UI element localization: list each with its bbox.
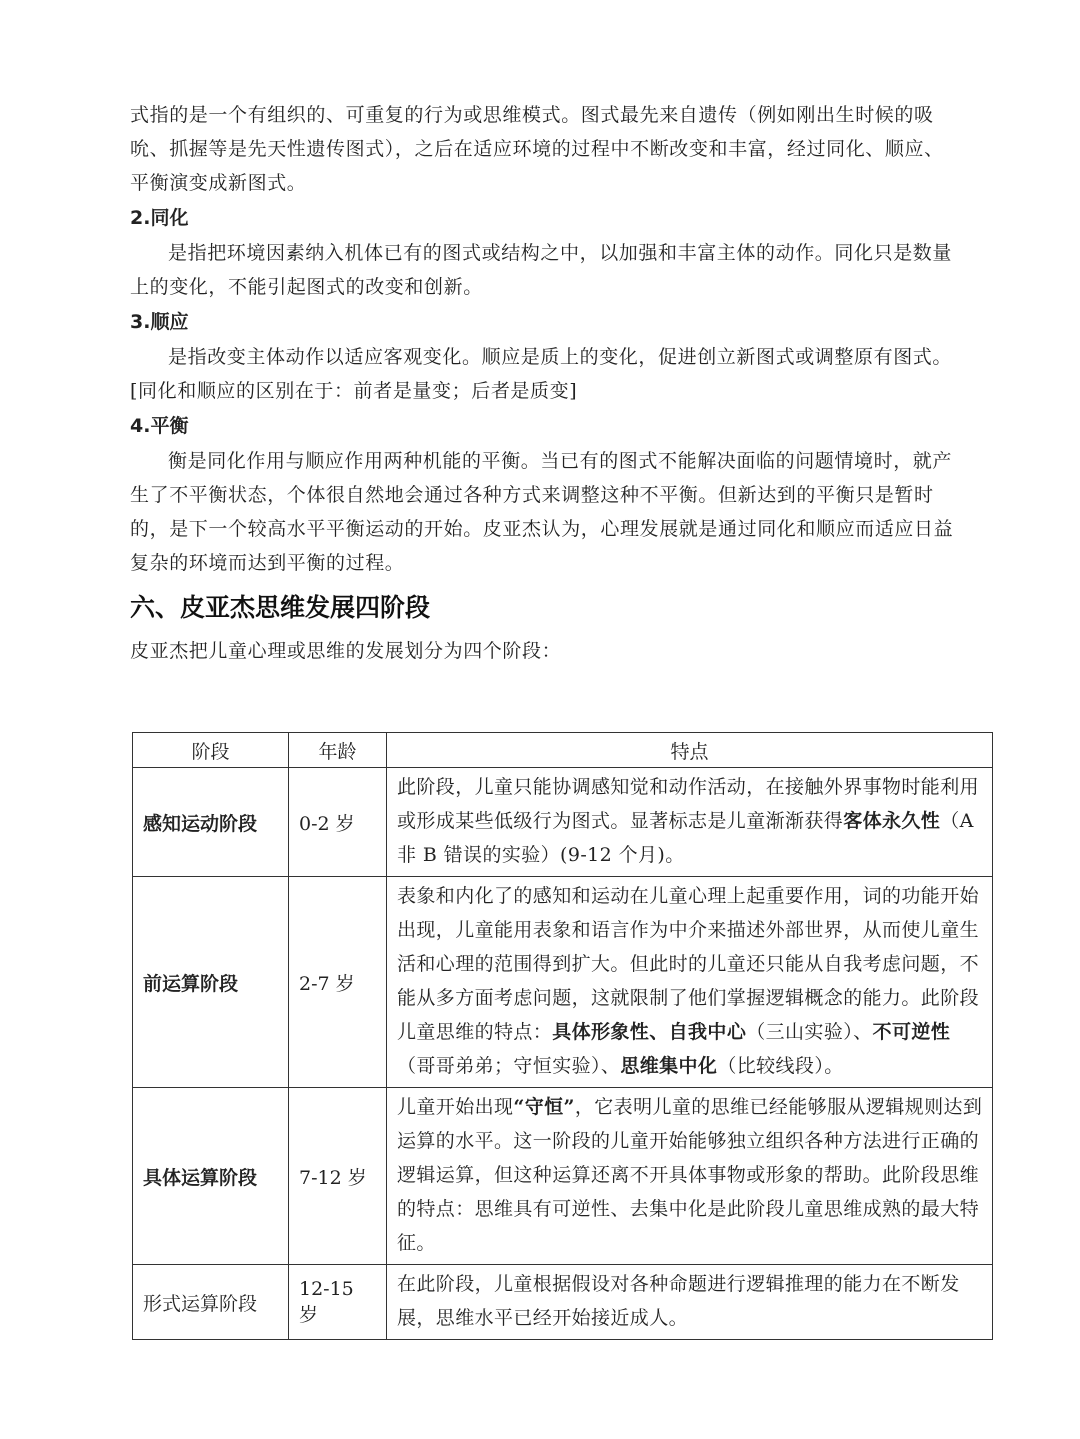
stage-age: 12-15 岁 <box>289 1265 387 1340</box>
feature-keyword: 客体永久性 <box>843 810 941 832</box>
stage-name: 前运算阶段 <box>133 877 289 1088</box>
stage-name: 具体运算阶段 <box>133 1088 289 1265</box>
stage-features <box>387 768 993 877</box>
equilibrium-paragraph: 衡是同化作用与顺应作用两种机能的平衡。当已有的图式不能解决面临的问题情境时，就产生了不平衡状态，个体很自然地会通过各种方式来调整这种不平衡。但新达到的平衡只是暂时的，是下一个较高水平平衡运动的开始。皮亚杰认为，心理发展就是通过同化和顺应而适应日益复杂的环境而达到平衡的过程。 <box>130 450 954 574</box>
feature-separator: 、 <box>649 1021 669 1043</box>
section-heading-assimilation: 2.同化 <box>130 207 189 229</box>
stage-features <box>387 877 993 1088</box>
feature-text: （哥哥弟弟；守恒实验）、 <box>397 1055 621 1077</box>
feature-text: ，它表明儿童的思维已经能够服从逻辑规则达到运算的水平。这一阶段的儿童开始能够独立组织各种方法进行正确的逻辑运算，但这种运算还离不开具体事物或形象的帮助。此阶段思维的特点：思维具有可逆性、去集中化是此阶段儿童思维成熟的最大特征。 <box>397 1096 983 1254</box>
feature-text: （比较线段）。 <box>717 1055 844 1077</box>
feature-keyword: 具体形象性 <box>552 1021 650 1043</box>
feature-text: （A 非 B 错误的实验）(9-12 个月)。 <box>397 810 974 866</box>
stage-name: 感知运动阶段 <box>133 768 289 877</box>
accommodation-paragraph: 是指改变主体动作以适应客观变化。顺应是质上的变化，促进创立新图式或调整原有图式。 <box>168 346 953 368</box>
stage-age: 0-2 岁 <box>289 768 387 877</box>
table-row <box>133 1265 993 1340</box>
stage-age: 7-12 岁 <box>289 1088 387 1265</box>
stage-features <box>387 1265 993 1340</box>
feature-keyword: 自我中心 <box>668 1021 747 1043</box>
section-heading-accommodation: 3.顺应 <box>130 311 189 333</box>
header-age: 年龄 <box>289 733 387 768</box>
feature-text: 此阶段，儿童只能协调感知觉和动作活动，在接触外界事物时能利用或形成某些低级行为图式。显著标志是儿童渐渐获得 <box>397 776 980 832</box>
document-page <box>130 98 960 680</box>
section-heading-equilibrium: 4.平衡 <box>130 415 189 437</box>
stages-table <box>132 732 993 1340</box>
feature-keyword: 思维集中化 <box>620 1055 718 1077</box>
table-intro: 皮亚杰把儿童心理或思维的发展划分为四个阶段： <box>130 640 562 662</box>
difference-note: [同化和顺应的区别在于：前者是量变；后者是质变] <box>130 380 578 402</box>
header-features: 特点 <box>387 733 993 768</box>
feature-keyword: 不可逆性 <box>872 1021 951 1043</box>
feature-keyword: “守恒” <box>513 1096 575 1118</box>
table-row <box>133 768 993 877</box>
header-stage: 阶段 <box>133 733 289 768</box>
table-row <box>133 1088 993 1265</box>
stage-name: 形式运算阶段 <box>133 1265 289 1340</box>
feature-text: 在此阶段，儿童根据假设对各种命题进行逻辑推理的能力在不断发展，思维水平已经开始接近成人。 <box>397 1273 960 1329</box>
assimilation-paragraph: 是指把环境因素纳入机体已有的图式或结构之中，以加强和丰富主体的动作。同化只是数量上的变化，不能引起图式的改变和创新。 <box>130 242 953 298</box>
table-header-row <box>133 733 993 768</box>
table-row <box>133 877 993 1088</box>
chapter-title: 六、皮亚杰思维发展四阶段 <box>130 593 431 622</box>
continuation-paragraph: 式指的是一个有组织的、可重复的行为或思维模式。图式最先来自遗传（例如刚出生时候的吸吮、抓握等是先天性遗传图式），之后在适应环境的过程中不断改变和丰富，经过同化、顺应、平衡演变成新图式。 <box>130 104 944 194</box>
feature-text: （三山实验）、 <box>746 1021 873 1043</box>
stage-age: 2-7 岁 <box>289 877 387 1088</box>
stage-features <box>387 1088 993 1265</box>
feature-text: 儿童开始出现 <box>397 1096 514 1118</box>
feature-text: 表象和内化了的感知和运动在儿童心理上起重要作用，词的功能开始出现，儿童能用表象和语言作为中介来描述外部世界，从而使儿童生活和心理的范围得到扩大。但此时的儿童还只能从自我考虑问题，不能从多方面考虑问题，这就限制了他们掌握逻辑概念的能力。此阶段儿童思维的特点： <box>397 885 980 1043</box>
